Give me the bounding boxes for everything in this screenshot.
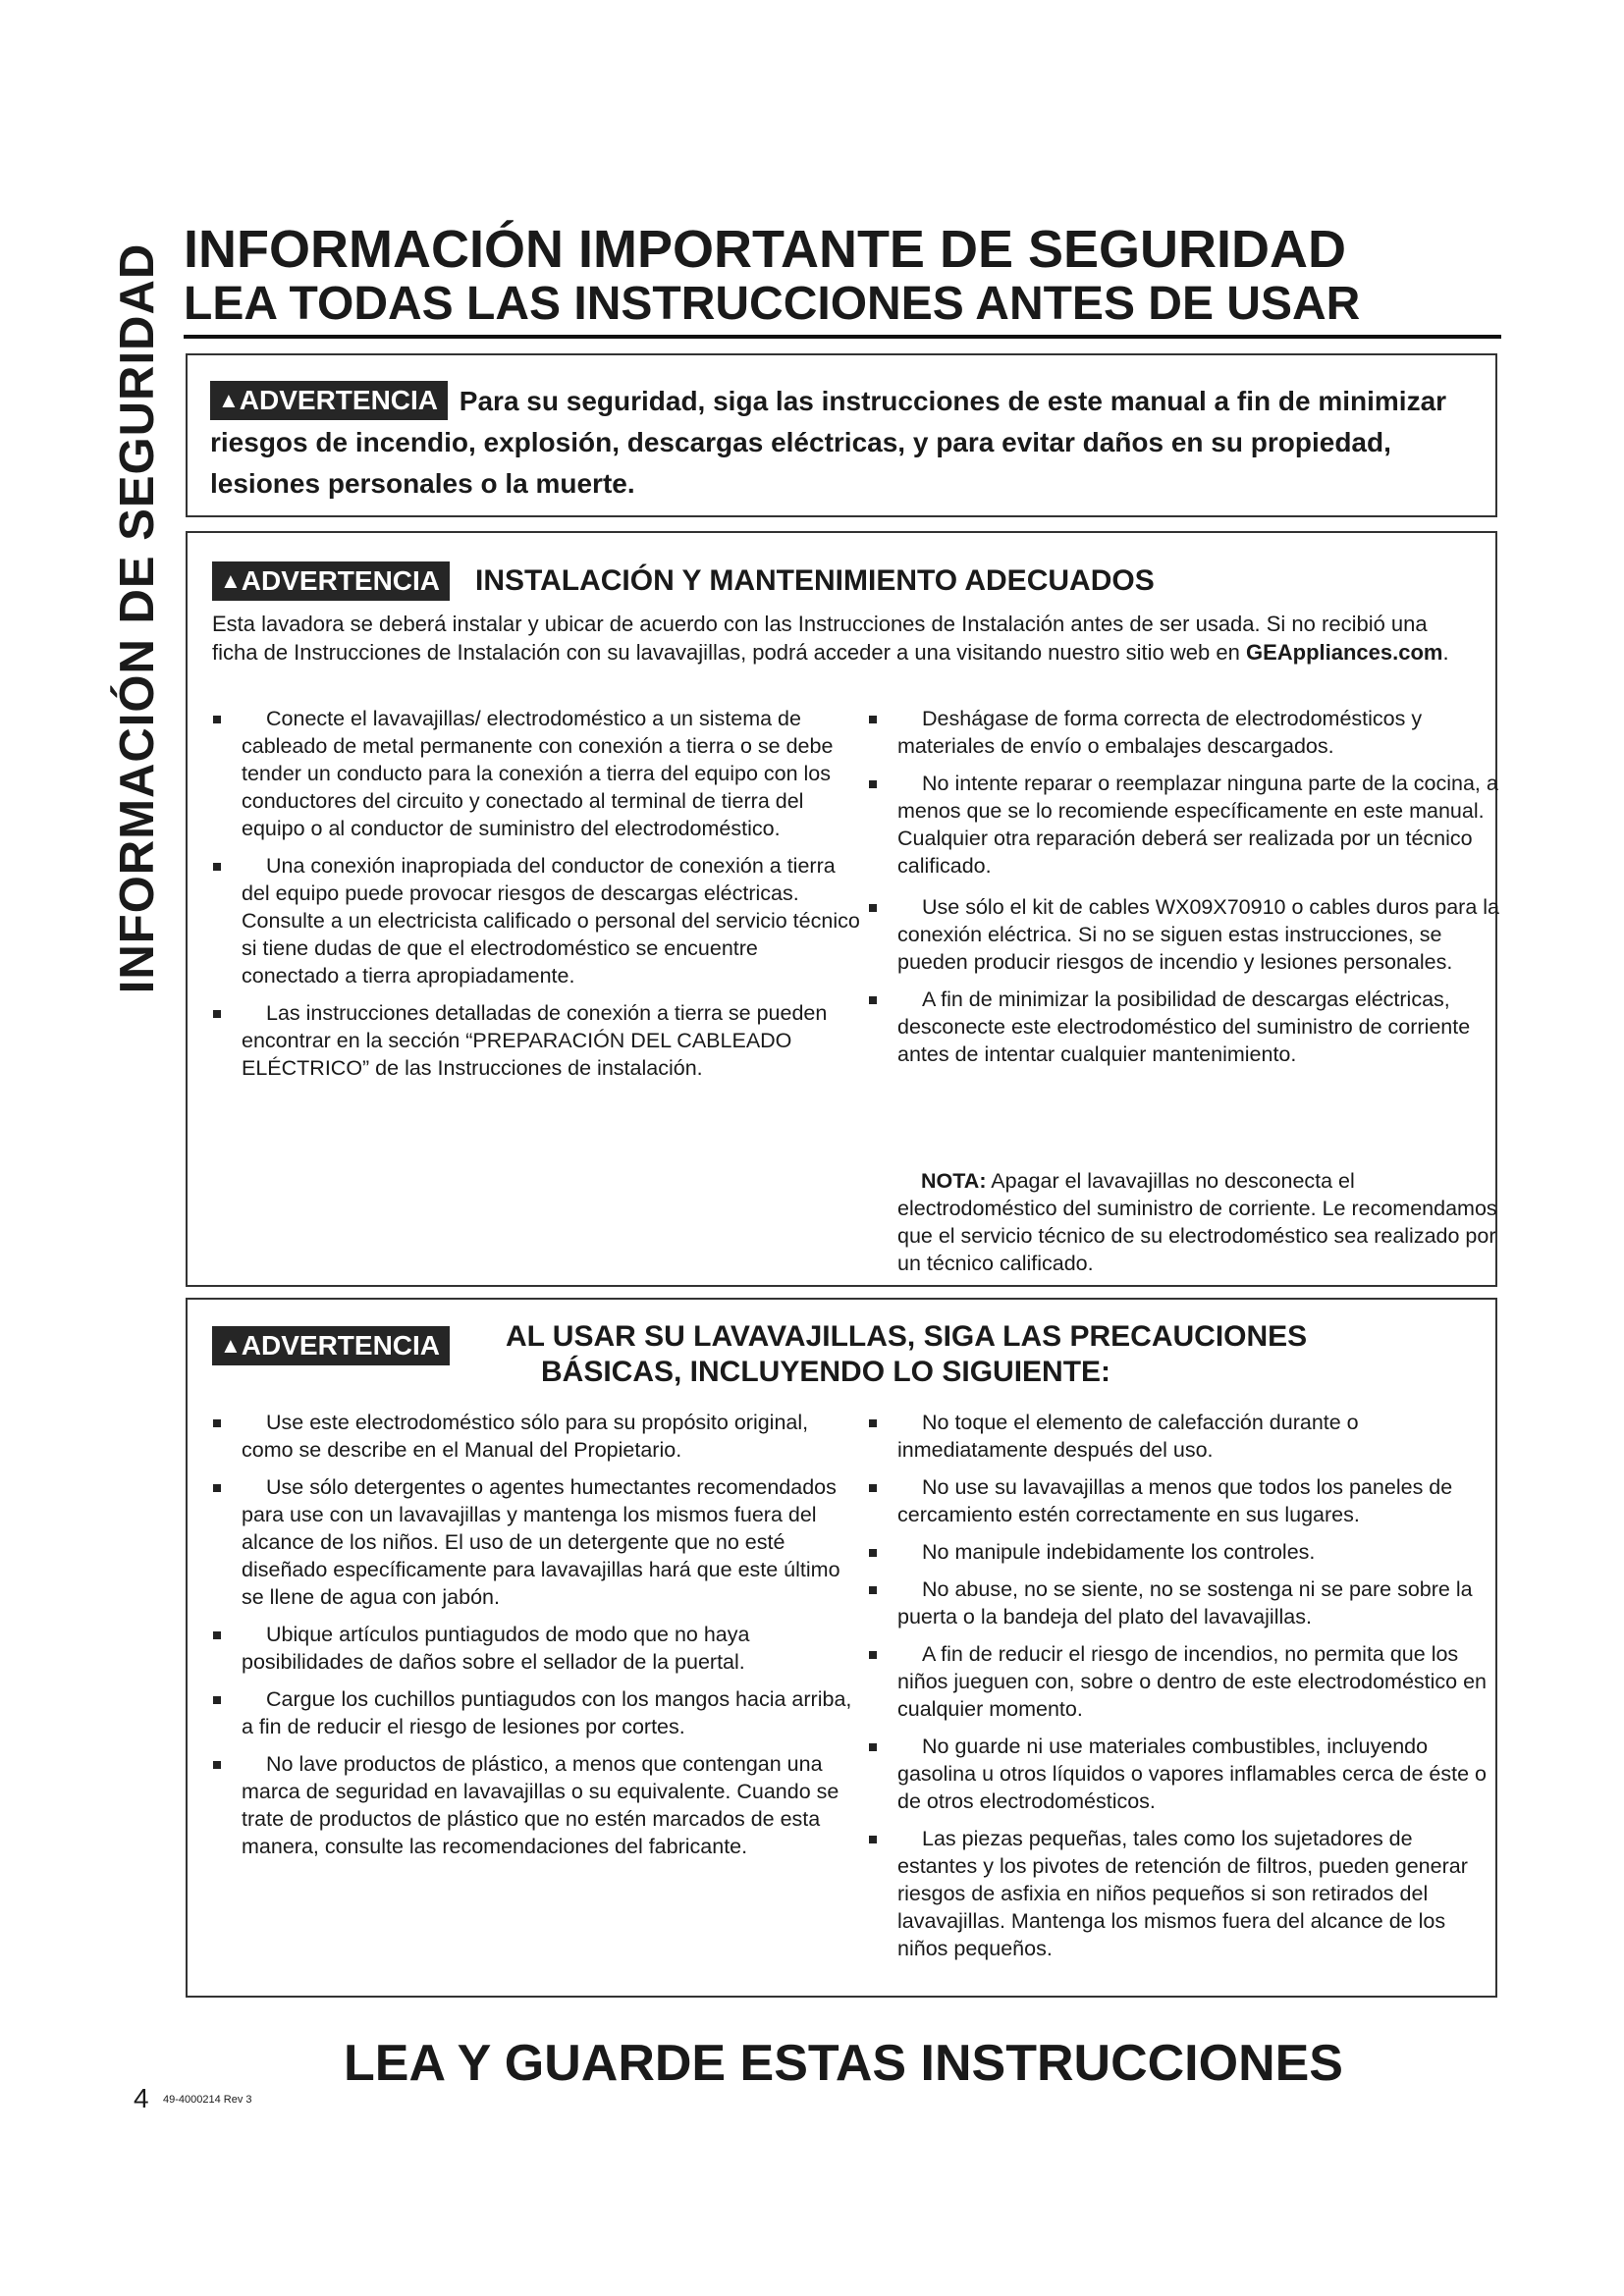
- title-divider: [184, 335, 1501, 339]
- page-subtitle: LEA TODAS LAS INSTRUCCIONES ANTES DE USAR: [184, 278, 1361, 330]
- list-item: No manipule indebidamente los controles.: [868, 1538, 1496, 1566]
- warning-triangle-icon: ▲: [220, 1333, 242, 1358]
- installation-intro-text: Esta lavadora se deberá instalar y ubicar de acuerdo con las Instrucciones de Instalación antes de ser usada. Si no recibió una ficha de Instrucciones de Instalación con su lavavajillas, podrá acceder a una visitando nuestro sitio web en: [212, 612, 1428, 665]
- warning-triangle-icon: ▲: [218, 388, 240, 412]
- list-item: Una conexión inapropiada del conductor de conexión a tierra del equipo puede provocar riesgos de descargas eléctricas. Consulte a un electricista calificado o personal del servicio técnico si tiene dudas de que el electrodoméstico se encuentre conectado a tierra apropiadamente.: [212, 852, 860, 989]
- installation-left-list: [212, 705, 860, 1082]
- page-number: 4: [134, 2083, 149, 2113]
- list-item: Use sólo detergentes o agentes humectantes recomendados para use con un lavavajillas y mantenga los mismos fuera del alcance de los niños. El uso de un detergente que no esté diseñado específicamente para lavavajillas hará que este último se llene de agua con jabón.: [212, 1473, 860, 1611]
- warning-badge: [212, 1326, 450, 1365]
- usage-heading-line2: BÁSICAS, INCLUYENDO LO SIGUIENTE:: [541, 1356, 1111, 1388]
- website-link[interactable]: GEAppliances.com: [1245, 640, 1443, 665]
- list-item: A fin de minimizar la posibilidad de descargas eléctricas, desconecte este electrodoméstico del suministro de corriente antes de intentar cualquier mantenimiento.: [868, 986, 1501, 1068]
- side-tab-label: INFORMACIÓN DE SEGURIDAD: [111, 242, 164, 994]
- document-code: 49-4000214 Rev 3: [163, 2094, 252, 2106]
- usage-warning-box: [186, 1298, 1497, 1998]
- usage-heading-line1: AL USAR SU LAVAVAJILLAS, SIGA LAS PRECAUCIONES: [506, 1320, 1308, 1353]
- warning-badge: [212, 561, 450, 601]
- warning-badge: [210, 381, 448, 420]
- list-item: A fin de reducir el riesgo de incendios, no permita que los niños jueguen con, sobre o dentro de este electrodoméstico en cualquier momento.: [868, 1640, 1496, 1723]
- footer-title: LEA Y GUARDE ESTAS INSTRUCCIONES: [344, 2035, 1343, 2092]
- note-text: Apagar el lavavajillas no desconecta el electrodoméstico del suministro de corriente. Le recomendamos que el servicio técnico de su electrodoméstico sea realizado por un técnico calificado.: [897, 1169, 1497, 1275]
- side-section-tab: [108, 236, 167, 1001]
- usage-right-list: [868, 1409, 1496, 1962]
- general-warning-text-block: [210, 381, 1477, 505]
- warning-triangle-icon: ▲: [220, 568, 242, 593]
- list-item: Las instrucciones detalladas de conexión a tierra se pueden encontrar en la sección “PREPARACIÓN DEL CABLEADO ELÉCTRICO” de las Instrucciones de instalación.: [212, 999, 860, 1082]
- warning-badge-label: ADVERTENCIA: [241, 565, 441, 596]
- page-title: INFORMACIÓN IMPORTANTE DE SEGURIDAD: [184, 220, 1346, 279]
- installation-warning-box: [186, 531, 1500, 1287]
- usage-heading: [506, 1319, 1307, 1390]
- list-item: Use sólo el kit de cables WX09X70910 o cables duros para la conexión eléctrica. Si no se siguen estas instrucciones, se pueden producir riesgos de incendio y lesiones personales.: [868, 893, 1501, 976]
- usage-left-list: [212, 1409, 860, 1860]
- general-warning-text: Para su seguridad, siga las instrucciones de este manual a fin de minimizar riesgos de incendio, explosión, descargas eléctricas, y para evitar daños en su propiedad, lesiones personales o la muerte.: [210, 386, 1447, 499]
- installation-note: [897, 1167, 1501, 1277]
- list-item: Las piezas pequeñas, tales como los sujetadores de estantes y los pivotes de retención de filtros, pueden generar riesgos de asfixia en niños pequeños si son retirados del lavavajillas. Mantenga los mismos fuera del alcance de los niños pequeños.: [868, 1825, 1496, 1962]
- list-item: Cargue los cuchillos puntiagudos con los mangos hacia arriba, a fin de reducir el riesgo de lesiones por cortes.: [212, 1685, 860, 1740]
- installation-intro: Esta lavadora se deberá instalar y ubicar de acuerdo con las Instrucciones de Instalación antes de ser usada. Si no recibió una ficha de Instrucciones de Instalación con su lavavajillas, podrá acceder a una visitando nuestro sitio web en GEAppliances.com.: [212, 612, 1449, 665]
- installation-right-list: [868, 705, 1501, 1068]
- list-item: Conecte el lavavajillas/ electrodoméstico a un sistema de cableado de metal permanente con conexión a tierra o se debe tender un conducto para la conexión a tierra del equipo con los conductores del circuito y conectado al terminal de tierra del equipo o al conductor de suministro del electrodoméstico.: [212, 705, 860, 842]
- list-item: Ubique artículos puntiagudos de modo que no haya posibilidades de daños sobre el sellador de la puertal.: [212, 1621, 860, 1676]
- list-item: Use este electrodoméstico sólo para su propósito original, como se describe en el Manual del Propietario.: [212, 1409, 860, 1464]
- list-item: No lave productos de plástico, a menos que contengan una marca de seguridad en lavavajillas o su equivalente. Cuando se trate de productos de plástico que no estén marcados de esta manera, consulte las recomendaciones del fabricante.: [212, 1750, 860, 1860]
- list-item: No abuse, no se siente, no se sostenga ni se pare sobre la puerta o la bandeja del plato del lavavajillas.: [868, 1575, 1496, 1630]
- installation-heading: INSTALACIÓN Y MANTENIMIENTO ADECUADOS: [475, 564, 1155, 597]
- list-item: No use su lavavajillas a menos que todos los paneles de cercamiento estén correctamente en sus lugares.: [868, 1473, 1496, 1528]
- list-item: No toque el elemento de calefacción durante o inmediatamente después del uso.: [868, 1409, 1496, 1464]
- warning-badge-label: ADVERTENCIA: [239, 385, 439, 415]
- general-warning-box: [186, 353, 1497, 517]
- list-item: No guarde ni use materiales combustibles, incluyendo gasolina u otros líquidos o vapores inflamables cerca de éste o de otros electrodomésticos.: [868, 1733, 1496, 1815]
- note-label: NOTA:: [921, 1169, 987, 1193]
- list-item: No intente reparar o reemplazar ninguna parte de la cocina, a menos que se lo recomiende específicamente en este manual. Cualquier otra reparación deberá ser realizada por un técnico calificado.: [868, 770, 1501, 880]
- list-item: Deshágase de forma correcta de electrodomésticos y materiales de envío o embalajes descargados.: [868, 705, 1501, 760]
- warning-badge-label: ADVERTENCIA: [241, 1330, 441, 1361]
